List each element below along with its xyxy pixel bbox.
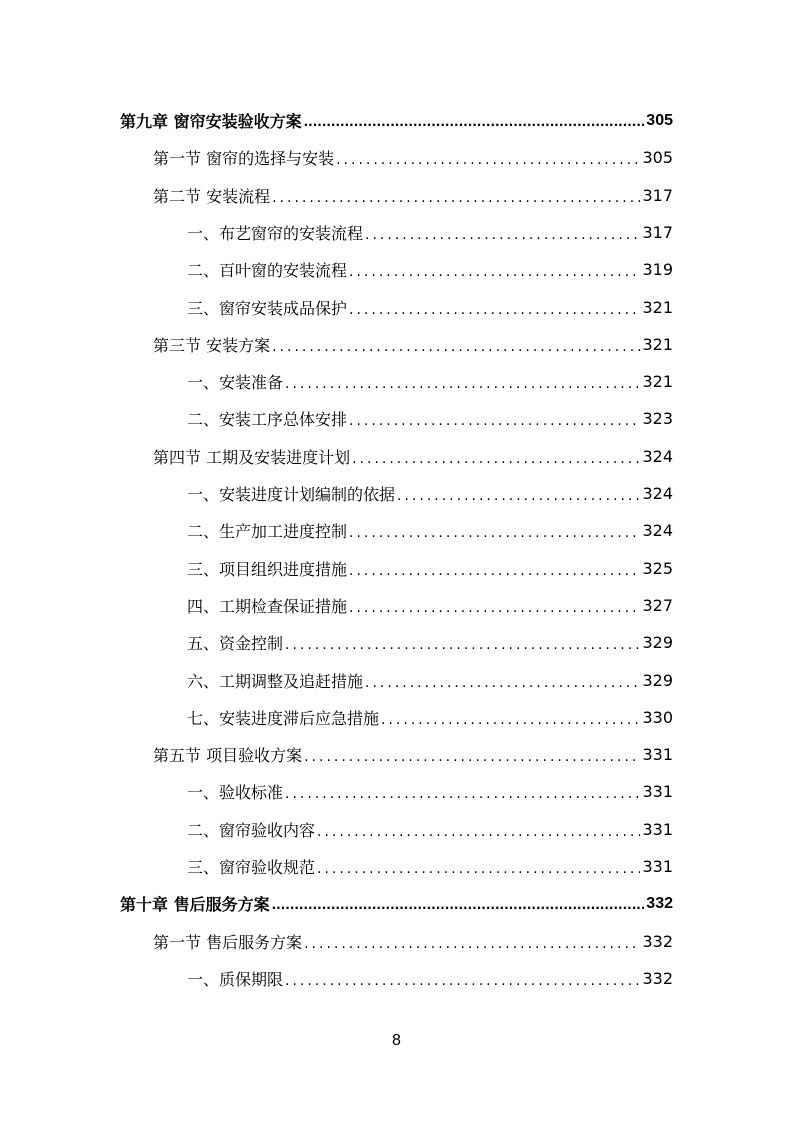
toc-entry-page-number: 319 xyxy=(642,260,673,280)
toc-entry-page-number: 321 xyxy=(642,334,673,354)
toc-section-entry[interactable] xyxy=(153,736,673,773)
toc-subsection-entry[interactable] xyxy=(187,848,673,885)
toc-entry-page-number: 324 xyxy=(642,484,673,503)
toc-entry-title: 三、窗帘验收规范 xyxy=(187,858,316,877)
toc-dot-leader xyxy=(397,489,640,503)
toc-entry-page-number: 324 xyxy=(642,521,673,541)
toc-dot-leader xyxy=(365,676,640,690)
toc-entry-title: 第三节 安装方案 xyxy=(153,335,271,355)
toc-section-entry[interactable] xyxy=(153,139,673,176)
toc-dot-leader xyxy=(349,265,640,279)
toc-entry-title: 一、安装准备 xyxy=(187,373,284,393)
toc-entry-page-number: 305 xyxy=(642,148,673,168)
toc-entry-title: 二、百叶窗的安装流程 xyxy=(187,261,348,281)
toc-dot-leader xyxy=(285,787,640,801)
toc-subsection-entry[interactable] xyxy=(187,475,673,512)
toc-subsection-entry[interactable] xyxy=(187,550,673,587)
toc-dot-leader xyxy=(272,191,640,205)
toc-entry-title: 六、工期调整及追赶措施 xyxy=(187,671,364,691)
toc-entry-page-number: 321 xyxy=(642,372,673,392)
toc-dot-leader xyxy=(349,564,640,578)
toc-entry-title: 二、生产加工进度控制 xyxy=(187,522,348,542)
toc-dot-leader xyxy=(365,228,640,242)
toc-entry-page-number: 327 xyxy=(642,595,673,615)
toc-entry-page-number: 329 xyxy=(642,633,673,653)
toc-subsection-entry[interactable] xyxy=(187,811,673,848)
toc-subsection-entry[interactable] xyxy=(187,587,673,624)
toc-dot-leader xyxy=(272,898,645,912)
toc-subsection-entry[interactable] xyxy=(187,214,673,251)
toc-subsection-entry[interactable] xyxy=(187,699,673,736)
toc-entry-title: 第一节 售后服务方案 xyxy=(153,932,303,952)
toc-entry-title: 第一节 窗帘的选择与安装 xyxy=(153,149,335,169)
toc-subsection-entry[interactable] xyxy=(187,960,673,997)
toc-entry-page-number: 332 xyxy=(642,931,673,951)
toc-entry-page-number: 321 xyxy=(642,297,673,317)
toc-entry-page-number: 323 xyxy=(642,409,673,429)
toc-dot-leader xyxy=(272,340,640,354)
toc-entry-title: 三、项目组织进度措施 xyxy=(187,559,348,579)
toc-subsection-entry[interactable] xyxy=(187,251,673,288)
toc-subsection-entry[interactable] xyxy=(187,662,673,699)
toc-entry-page-number: 331 xyxy=(642,782,673,802)
toc-entry-page-number: 317 xyxy=(642,185,673,205)
toc-subsection-entry[interactable] xyxy=(187,289,673,326)
toc-entry-page-number: 332 xyxy=(646,894,673,912)
toc-dot-leader xyxy=(317,862,640,876)
toc-dot-leader xyxy=(285,974,640,988)
toc-entry-page-number: 330 xyxy=(642,707,673,727)
toc-chapter-entry[interactable] xyxy=(120,102,673,139)
toc-entry-title: 第四节 工期及安装进度计划 xyxy=(153,447,351,467)
toc-dot-leader xyxy=(349,414,640,428)
toc-entry-page-number: 331 xyxy=(642,857,673,876)
toc-dot-leader xyxy=(285,638,640,652)
toc-dot-leader xyxy=(336,153,640,167)
toc-entry-page-number: 317 xyxy=(642,222,673,242)
toc-dot-leader xyxy=(352,452,640,466)
toc-subsection-entry[interactable] xyxy=(187,363,673,400)
toc-entry-title: 一、质保期限 xyxy=(187,969,284,989)
toc-dot-leader xyxy=(381,713,640,727)
toc-subsection-entry[interactable] xyxy=(187,624,673,661)
toc-entry-title: 一、验收标准 xyxy=(187,783,284,803)
toc-entry-title: 二、窗帘验收内容 xyxy=(187,820,316,840)
toc-entry-page-number: 329 xyxy=(642,670,673,690)
toc-dot-leader xyxy=(349,526,640,540)
toc-entry-page-number: 331 xyxy=(642,819,673,839)
toc-entry-page-number: 324 xyxy=(642,446,673,466)
toc-entry-title: 二、安装工序总体安排 xyxy=(187,410,348,430)
toc-dot-leader xyxy=(285,377,640,391)
toc-dot-leader xyxy=(349,303,640,317)
toc-dot-leader xyxy=(304,115,645,129)
toc-entry-title: 七、安装进度滞后应急措施 xyxy=(187,708,380,728)
toc-entry-page-number: 325 xyxy=(642,558,673,578)
toc-dot-leader xyxy=(304,750,640,764)
toc-entry-title: 第五节 项目验收方案 xyxy=(153,746,303,766)
toc-entry-title: 三、窗帘安装成品保护 xyxy=(187,298,348,318)
toc-dot-leader xyxy=(349,601,640,615)
toc-dot-leader xyxy=(317,825,640,839)
toc-section-entry[interactable] xyxy=(153,177,673,214)
toc-section-entry[interactable] xyxy=(153,438,673,475)
toc-entry-title: 一、安装进度计划编制的依据 xyxy=(187,485,396,504)
toc-section-entry[interactable] xyxy=(153,326,673,363)
toc-entry-title: 第九章 窗帘安装验收方案 xyxy=(120,112,302,131)
page-number: 8 xyxy=(392,1032,401,1049)
toc-entry-page-number: 305 xyxy=(646,111,673,129)
toc-subsection-entry[interactable] xyxy=(187,512,673,549)
toc-entry-title: 四、工期检查保证措施 xyxy=(187,596,348,616)
toc-dot-leader xyxy=(304,937,640,951)
toc-entry-title: 五、资金控制 xyxy=(187,634,284,654)
toc-chapter-entry[interactable] xyxy=(120,885,673,922)
toc-entry-page-number: 332 xyxy=(642,968,673,988)
toc-entry-title: 第二节 安装流程 xyxy=(153,186,271,206)
toc-subsection-entry[interactable] xyxy=(187,400,673,437)
toc-entry-title: 第十章 售后服务方案 xyxy=(120,895,270,915)
toc-section-entry[interactable] xyxy=(153,923,673,960)
toc-entry-title: 一、布艺窗帘的安装流程 xyxy=(187,223,364,243)
toc-entry-page-number: 331 xyxy=(642,745,673,765)
toc-subsection-entry[interactable] xyxy=(187,773,673,810)
